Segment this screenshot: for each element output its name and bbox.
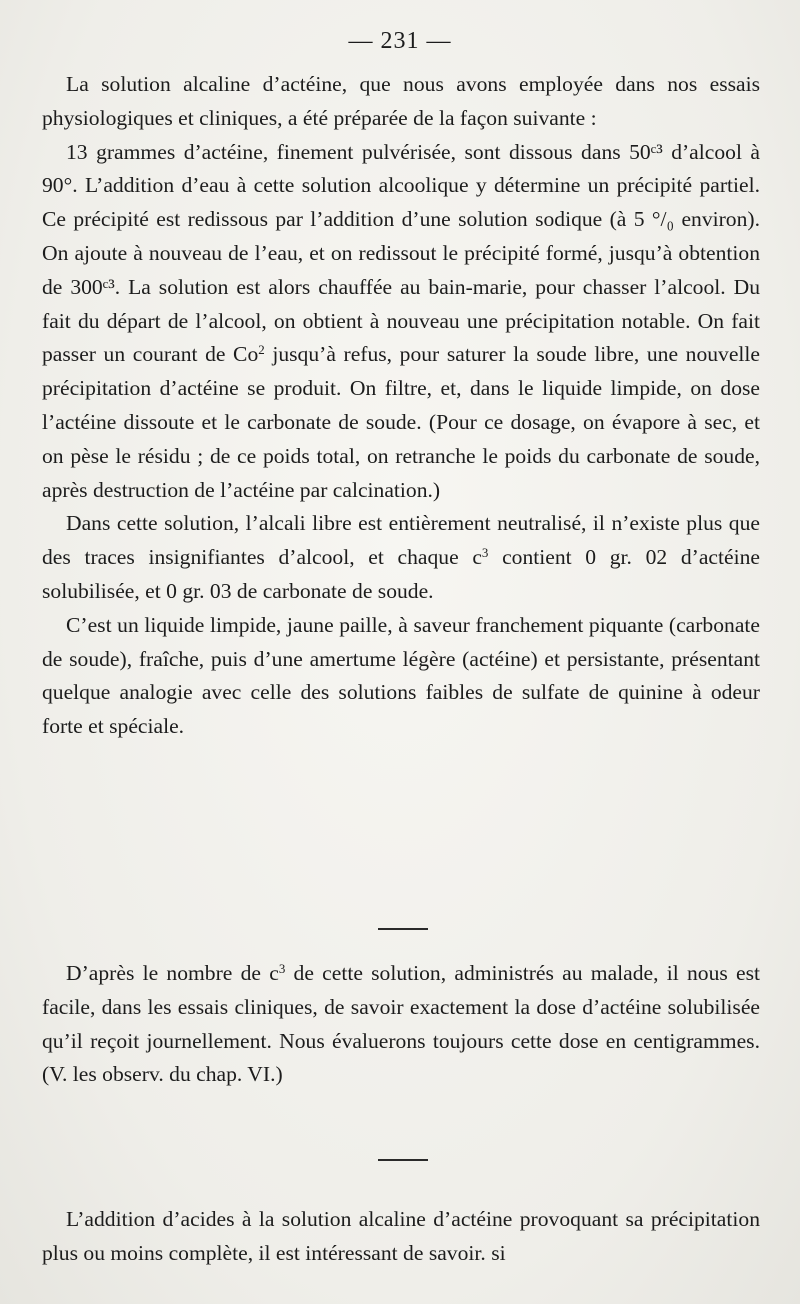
paragraph-description: C’est un liquide limpide, jaune paille, à saveur franchement piquante (carbonate de soude), fraîche, puis d’une amertume légère (actéine) et persistante, présentant quelque analogie avec celle des solutions faibles de sulfate de quinine à odeur forte et spéciale. bbox=[42, 612, 760, 739]
paragraph-procedure bbox=[42, 136, 760, 508]
text-run: . La solution est alors chauffée au bain-marie, pour chasser l’alcool. Du fait du départ de l’alcool, on obtient à nouveau une précipitation notable. On fait passer un courant de Co bbox=[42, 274, 760, 367]
superscript: 3 bbox=[278, 960, 286, 976]
paragraph-dosage bbox=[42, 957, 760, 1092]
superscript: 3 bbox=[481, 545, 489, 561]
section-preparation bbox=[42, 68, 760, 744]
text-run: 13 grammes d’actéine, finement pulvérisée, sont dissous dans 50 bbox=[66, 139, 651, 164]
text-run: d’alcool à 90°. L’addition d’eau à cette solution alcoolique y détermine un précipité partiel. Ce précipité est redissous par l’addition d’une solution sodique (à 5 °/₀ environ). On ajoute à nouveau de l’eau, et on redissout le précipité formé, jusqu’à obtention de 300 bbox=[42, 139, 760, 299]
superscript: ᶜ³ bbox=[650, 139, 663, 164]
text-run: contient 0 gr. 02 d’actéine solubilisée, et 0 gr. 03 de carbonate de soude. bbox=[42, 545, 760, 603]
section-acids bbox=[42, 1203, 760, 1271]
paragraph-acids: L’addition d’acides à la solution alcaline d’actéine provoquant sa précipitation plus ou moins complète, il est intéressant de savoir. si bbox=[42, 1207, 760, 1265]
paragraph-composition bbox=[42, 507, 760, 608]
text-run: de cette solution, administrés au malade, il nous est facile, dans les essais cliniques, de savoir exactement la dose d’actéine solubilisée qu’il reçoit journellement. Nous évaluerons toujours cette dose en centigrammes. (V. les observ. du chap. VI.) bbox=[42, 961, 761, 1087]
text-run: D’après le nombre de c bbox=[66, 961, 279, 985]
page-number: — 231 — bbox=[348, 28, 452, 54]
superscript: 2 bbox=[258, 342, 265, 358]
section-divider bbox=[378, 1159, 428, 1161]
section-divider bbox=[378, 928, 428, 930]
text-run: jusqu’à refus, pour saturer la soude libre, une nouvelle précipitation d’actéine se produit. On filtre, et, dans le liquide limpide, on dose l’actéine dissoute et le carbonate de soude. (Pour ce dosage, on évapore à sec, et on pèse le résidu ; de ce poids total, on retranche le poids du carbonate de soude, après destruction de l’actéine par calcination.) bbox=[42, 342, 760, 502]
section-dosage bbox=[42, 957, 760, 1092]
superscript: ᶜ³ bbox=[102, 274, 115, 299]
paragraph-intro: La solution alcaline d’actéine, que nous avons employée dans nos essais physiologiques et cliniques, a été préparée de la façon suivante : bbox=[42, 72, 760, 130]
text-run: Dans cette solution, l’alcali libre est entièrement neutralisé, il n’existe plus que des traces insignifiantes d’alcool, et chaque c bbox=[42, 511, 760, 570]
